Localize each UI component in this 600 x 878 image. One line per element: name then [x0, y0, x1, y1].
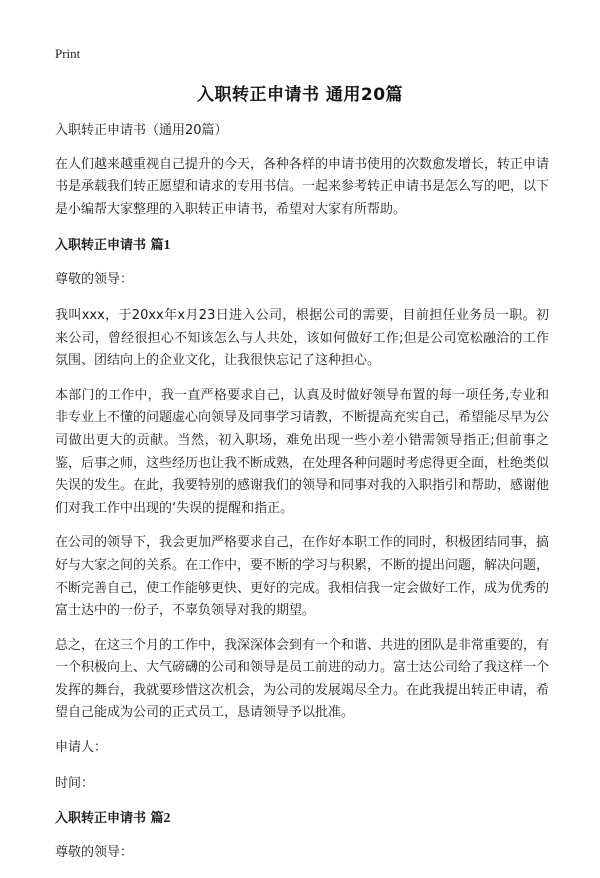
section-heading-number: 2	[163, 811, 171, 827]
salutation: 尊敬的领导：	[55, 845, 134, 861]
section-heading-2	[55, 808, 549, 830]
section-heading-text: 入职转正申请书 篇	[55, 238, 164, 254]
print-button[interactable]: Print	[55, 46, 81, 61]
document-subtitle: 入职转正申请书（通用20篇）	[55, 123, 228, 138]
page-title: 入职转正申请书 通用20篇	[196, 85, 404, 105]
body-paragraph: 我叫xxx，于20xx年x月23日进入公司，根据公司的需要，目前担任业务员一职。初来公司，曾经很担心不知该怎么与人共处，该如何做好工作;但是公司宽松融洽的工作氛围、团结向上的企业文化，让我很快忘记了这种担心。	[55, 307, 549, 369]
body-paragraph: 本部门的工作中，我一直严格要求自己，认真及时做好领导布置的每一项任务,专业和非专业上不懂的问题虚心向领导及同事学习请教，不断提高充实自己，希望能尽早为公司做出更大的贡献。当然，初入职场，难免出现一些小差小错需领导指正;但前事之鉴，后事之师，这些经历也让我不断成熟，在处理各种问题时考虑得更全面，杜绝类似失误的发生。在此，我要特别的感谢我们的领导和同事对我的入职指引和帮助，感谢他们对我工作中出现的‘失误的提醒和指正。	[55, 387, 550, 516]
applicant-label: 申请人：	[55, 740, 108, 756]
time-label: 时间：	[55, 775, 95, 791]
document-body	[55, 120, 549, 878]
section-heading-text: 入职转正申请书 篇	[55, 811, 164, 827]
section-heading-1	[55, 235, 549, 257]
salutation: 尊敬的领导：	[55, 272, 134, 288]
body-paragraph: 在公司的领导下，我会更加严格要求自己，在作好本职工作的同时，积极团结同事，搞好与大家之间的关系。在工作中，要不断的学习与积累，不断的提出问题，解决问题，不断完善自己，使工作能够更快、更好的完成。我相信我一定会做好工作，成为优秀的富士达中的一份子，不辜负领导对我的期望。	[55, 535, 550, 619]
section-heading-number: 1	[163, 238, 171, 254]
intro-paragraph: 在人们越来越重视自己提升的今天，各种各样的申请书使用的次数愈发增长，转正申请书是承载我们转正愿望和请求的专用书信。一起来参考转正申请书是怎么写的吧，以下是小编帮大家整理的入职转正申请书，希望对大家有所帮助。	[55, 156, 550, 217]
body-paragraph: 总之，在这三个月的工作中，我深深体会到有一个和谐、共进的团队是非常重要的，有一个积极向上、大气磅礴的公司和领导是员工前进的动力。富士达公司给了我这样一个发挥的舞台，我就要珍惜这次机会，为公司的发展竭尽全力。在此我提出转正申请，希望自己能成为公司的正式员工，恳请领导予以批准。	[55, 637, 550, 721]
